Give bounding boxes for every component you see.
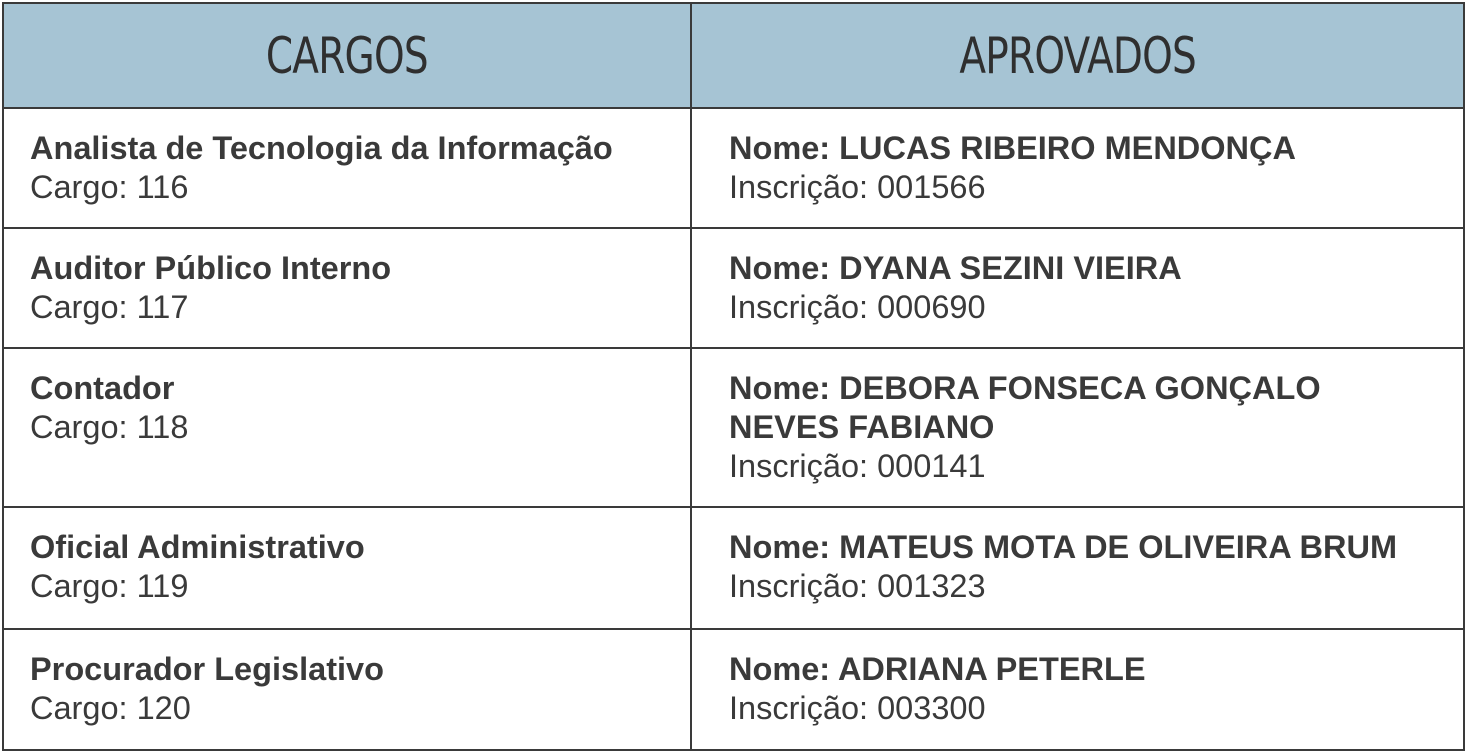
- header-cargos: [4, 4, 692, 109]
- cargo-code: Cargo: 116: [30, 169, 189, 205]
- cargo-code: Cargo: 120: [30, 690, 191, 726]
- table-row-cargo: [4, 508, 692, 630]
- results-table: [2, 2, 1465, 751]
- table-row-aprovado: [692, 508, 1463, 630]
- header-aprovados: [692, 4, 1463, 109]
- table-row-cargo: [4, 630, 692, 749]
- table-row-cargo: [4, 349, 692, 508]
- header-aprovados-label: APROVADOS: [959, 26, 1196, 85]
- aprovado-name: Nome: LUCAS RIBEIRO MENDONÇA: [729, 130, 1296, 166]
- table-row-aprovado: [692, 109, 1463, 229]
- table-row-aprovado: [692, 349, 1463, 508]
- cargo-title: Auditor Público Interno: [30, 250, 392, 286]
- cargo-code: Cargo: 119: [30, 568, 189, 604]
- table-row-aprovado: [692, 229, 1463, 349]
- aprovado-name: Nome: MATEUS MOTA DE OLIVEIRA BRUM: [729, 529, 1398, 565]
- aprovado-inscricao: Inscrição: 003300: [729, 690, 986, 726]
- aprovado-name: Nome: ADRIANA PETERLE: [729, 651, 1146, 687]
- table-row-cargo: [4, 229, 692, 349]
- table-row-aprovado: [692, 630, 1463, 749]
- aprovado-name-continued: NEVES FABIANO: [729, 409, 995, 445]
- aprovado-inscricao: Inscrição: 001323: [729, 568, 986, 604]
- cargo-code: Cargo: 118: [30, 409, 189, 445]
- cargo-title: Contador: [30, 370, 175, 406]
- cargo-code: Cargo: 117: [30, 289, 189, 325]
- aprovado-inscricao: Inscrição: 000141: [729, 448, 986, 484]
- aprovado-inscricao: Inscrição: 001566: [729, 169, 986, 205]
- cargo-title: Analista de Tecnologia da Informação: [30, 130, 613, 166]
- cargo-title: Oficial Administrativo: [30, 529, 365, 565]
- aprovado-inscricao: Inscrição: 000690: [729, 289, 986, 325]
- aprovado-name: Nome: DYANA SEZINI VIEIRA: [729, 250, 1182, 286]
- header-cargos-label: CARGOS: [265, 26, 428, 85]
- cargo-title: Procurador Legislativo: [30, 651, 384, 687]
- aprovado-name: Nome: DEBORA FONSECA GONÇALO: [729, 370, 1321, 406]
- table-row-cargo: [4, 109, 692, 229]
